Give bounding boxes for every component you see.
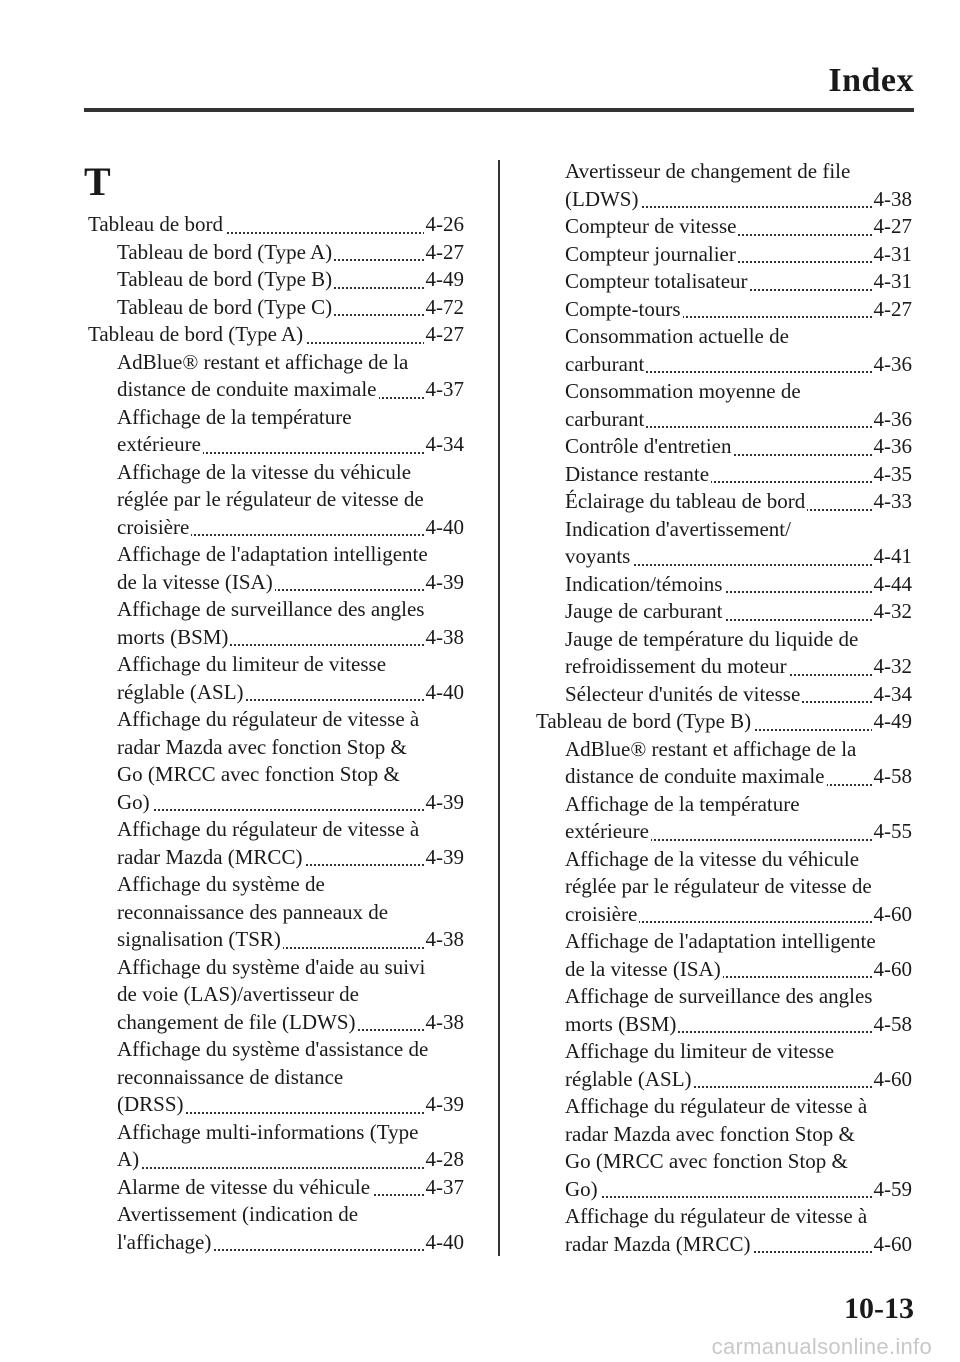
entry-page-ref: 4-31	[872, 241, 913, 269]
entry-text: croisière	[565, 901, 638, 926]
entry-page-ref: 4-40	[424, 679, 465, 707]
entry-page-ref: 4-49	[424, 266, 465, 294]
index-subentry	[536, 378, 912, 406]
entry-page-ref: 4-39	[424, 1091, 465, 1119]
index-subentry	[536, 571, 912, 599]
index-column-right	[536, 158, 912, 1258]
entry-text: Compteur journalier	[565, 241, 736, 266]
watermark: carmanualsonline.info	[711, 1334, 932, 1359]
index-subentry	[536, 681, 912, 709]
index-subentry	[536, 901, 912, 929]
entry-page-ref: 4-35	[872, 461, 913, 489]
index-subentry	[88, 596, 464, 624]
index-subentry	[536, 598, 912, 626]
index-subentry	[88, 376, 464, 404]
entry-text: Affichage de la température	[565, 791, 800, 816]
entry-text: Affichage de la vitesse du véhicule	[565, 846, 860, 871]
entry-page-ref: 4-38	[872, 186, 913, 214]
entry-page-ref: 4-37	[424, 376, 465, 404]
header-rule	[84, 108, 914, 112]
index-subentry	[536, 763, 912, 791]
entry-page-ref: 4-40	[424, 1229, 465, 1257]
index-subentry	[536, 323, 912, 351]
index-subentry	[536, 983, 912, 1011]
entry-text: morts (BSM)	[565, 1011, 677, 1036]
entry-text: A)	[117, 1147, 140, 1171]
entry-text: refroidissement du moteur	[565, 654, 787, 678]
entry-page-ref: 4-36	[872, 433, 913, 461]
entry-text: croisière	[117, 514, 190, 539]
index-subentry	[536, 1066, 912, 1094]
index-subentry	[536, 433, 912, 461]
entry-text: radar Mazda (MRCC)	[565, 1231, 751, 1256]
index-subentry	[88, 1009, 464, 1037]
column-divider	[498, 160, 500, 1256]
entry-text: distance de conduite maximale	[117, 377, 377, 401]
entry-page-ref: 4-39	[424, 789, 465, 817]
index-subentry	[536, 1203, 912, 1231]
index-subentry	[536, 846, 912, 874]
entry-page-ref: 4-26	[424, 211, 465, 239]
entry-page-ref: 4-27	[872, 213, 913, 241]
index-subentry	[536, 1121, 912, 1149]
entry-text: Go (MRCC avec fonction Stop &	[565, 1149, 848, 1173]
entry-text: radar Mazda avec fonction Stop &	[117, 734, 407, 759]
entry-page-ref: 4-31	[872, 268, 913, 296]
entry-text: Affichage du système d'aide au suivi	[117, 954, 426, 979]
index-subentry	[88, 734, 464, 762]
entry-page-ref: 4-59	[872, 1176, 913, 1204]
index-subentry	[536, 461, 912, 489]
entry-text: (DRSS)	[117, 1092, 184, 1116]
index-subentry	[536, 1038, 912, 1066]
leader-dots	[565, 1196, 912, 1198]
entry-text: réglable (ASL)	[117, 679, 244, 704]
section-letter: T	[84, 159, 111, 204]
leader-dots	[117, 809, 464, 811]
entry-text: Consommation moyenne de	[565, 379, 801, 403]
entry-page-ref: 4-38	[424, 624, 465, 652]
entry-text: Go)	[117, 789, 150, 814]
index-subentry	[88, 239, 464, 267]
entry-text: Tableau de bord (Type A)	[88, 322, 304, 346]
index-subentry	[536, 818, 912, 846]
entry-text: Compte-tours	[565, 296, 681, 321]
entry-page-ref: 4-27	[424, 321, 465, 349]
index-subentry	[536, 653, 912, 681]
entry-text: extérieure	[565, 819, 649, 843]
entry-page-ref: 4-58	[872, 1011, 913, 1039]
index-subentry	[536, 543, 912, 571]
entry-text: (LDWS)	[565, 186, 639, 211]
entry-text: AdBlue® restant et affichage de la	[565, 736, 857, 761]
index-subentry	[536, 1148, 912, 1176]
index-subentry	[536, 488, 912, 516]
entry-text: Affichage de surveillance des angles	[565, 984, 873, 1008]
entry-text: Tableau de bord (Type C)	[117, 294, 333, 319]
entry-text: radar Mazda avec fonction Stop &	[565, 1121, 855, 1146]
entry-text: Affichage de l'adaptation intelligente	[117, 542, 428, 566]
entry-page-ref: 4-55	[872, 818, 913, 846]
index-entry	[88, 211, 464, 239]
index-subentry	[536, 296, 912, 324]
index-subentry	[88, 679, 464, 707]
index-subentry	[536, 956, 912, 984]
entry-page-ref: 4-27	[872, 296, 913, 324]
index-subentry	[536, 158, 912, 186]
index-subentry	[88, 266, 464, 294]
entry-text: Affichage du limiteur de vitesse	[117, 652, 387, 676]
entry-page-ref: 4-60	[872, 901, 913, 929]
index-subentry	[536, 791, 912, 819]
index-subentry	[88, 514, 464, 542]
index-entry	[536, 708, 912, 736]
entry-text: morts (BSM)	[117, 624, 229, 649]
index-subentry	[88, 624, 464, 652]
index-subentry	[536, 928, 912, 956]
entry-text: réglable (ASL)	[565, 1066, 692, 1091]
page-header-title: Index	[828, 62, 914, 99]
index-subentry	[88, 926, 464, 954]
entry-text: Affichage de surveillance des angles	[117, 597, 425, 621]
entry-text: Affichage multi-informations (Type	[117, 1119, 419, 1144]
index-subentry	[88, 706, 464, 734]
entry-text: Avertissement (indication de	[117, 1202, 359, 1226]
index-subentry	[88, 294, 464, 322]
entry-page-ref: 4-32	[872, 653, 913, 681]
entry-page-ref: 4-58	[872, 763, 913, 791]
index-subentry	[536, 1093, 912, 1121]
entry-page-ref: 4-60	[872, 1066, 913, 1094]
entry-page-ref: 4-27	[424, 239, 465, 267]
index-subentry	[536, 1176, 912, 1204]
index-subentry	[536, 351, 912, 379]
entry-text: Affichage de la température	[117, 404, 352, 429]
entry-text: Consommation actuelle de	[565, 324, 789, 348]
entry-text: Alarme de vitesse du véhicule	[117, 1174, 371, 1199]
entry-text: Avertisseur de changement de file	[565, 159, 851, 183]
entry-text: carburant	[565, 351, 645, 376]
entry-page-ref: 4-36	[872, 406, 913, 434]
entry-text: Tableau de bord (Type B)	[536, 709, 752, 733]
entry-text: Go)	[565, 1176, 598, 1201]
entry-page-ref: 4-34	[872, 681, 913, 709]
entry-page-ref: 4-72	[424, 294, 465, 322]
index-subentry	[88, 541, 464, 569]
entry-text: distance de conduite maximale	[565, 764, 825, 788]
entry-text: réglée par le régulateur de vitesse de	[117, 487, 424, 511]
index-subentry	[88, 816, 464, 844]
entry-text: AdBlue® restant et affichage de la	[117, 349, 409, 374]
entry-text: l'affichage)	[117, 1229, 212, 1254]
entry-text: Compteur totalisateur	[565, 269, 748, 293]
entry-text: Jauge de carburant	[565, 599, 723, 623]
entry-text: Indication/témoins	[565, 571, 723, 596]
index-subentry	[88, 1091, 464, 1119]
entry-text: Compteur de vitesse	[565, 214, 737, 238]
entry-text: Tableau de bord (Type B)	[117, 267, 333, 291]
leader-dots	[117, 1167, 464, 1169]
entry-text: Affichage du régulateur de vitesse à	[117, 817, 420, 841]
index-subentry	[88, 651, 464, 679]
index-subentry	[536, 873, 912, 901]
entry-text: Affichage du système de	[117, 872, 325, 896]
index-subentry	[88, 1036, 464, 1064]
entry-text: Tableau de bord (Type A)	[117, 239, 333, 264]
index-subentry	[536, 406, 912, 434]
entry-text: Affichage du régulateur de vitesse à	[565, 1204, 868, 1228]
page-number: 10-13	[844, 1292, 914, 1325]
index-subentry	[88, 954, 464, 982]
entry-page-ref: 4-38	[424, 926, 465, 954]
entry-page-ref: 4-37	[424, 1174, 465, 1202]
index-subentry	[88, 1146, 464, 1174]
index-subentry	[88, 871, 464, 899]
index-subentry	[88, 1201, 464, 1229]
entry-text: Indication d'avertissement/	[565, 516, 791, 541]
entry-page-ref: 4-60	[872, 1231, 913, 1259]
index-subentry	[88, 1119, 464, 1147]
index-subentry	[536, 1011, 912, 1039]
index-subentry	[88, 761, 464, 789]
index-subentry	[88, 899, 464, 927]
index-subentry	[536, 213, 912, 241]
entry-page-ref: 4-39	[424, 844, 465, 872]
index-entry	[88, 321, 464, 349]
entry-text: Jauge de température du liquide de	[565, 626, 859, 651]
index-subentry	[88, 1174, 464, 1202]
entry-text: Affichage du limiteur de vitesse	[565, 1039, 835, 1063]
entry-text: Affichage de l'adaptation intelligente	[565, 929, 876, 953]
entry-page-ref: 4-32	[872, 598, 913, 626]
entry-text: de la vitesse (ISA)	[565, 956, 721, 981]
entry-text: Contrôle d'entretien	[565, 434, 732, 458]
entry-text: carburant	[565, 406, 645, 431]
entry-page-ref: 4-36	[872, 351, 913, 379]
entry-text: Affichage de la vitesse du véhicule	[117, 459, 412, 484]
index-subentry	[88, 981, 464, 1009]
entry-page-ref: 4-28	[424, 1146, 465, 1174]
entry-page-ref: 4-41	[872, 543, 913, 571]
entry-text: de voie (LAS)/avertisseur de	[117, 982, 360, 1006]
index-subentry	[88, 486, 464, 514]
index-subentry	[536, 1231, 912, 1259]
index-subentry	[88, 431, 464, 459]
entry-page-ref: 4-49	[872, 708, 913, 736]
index-subentry	[88, 1064, 464, 1092]
entry-page-ref: 4-38	[424, 1009, 465, 1037]
entry-text: réglée par le régulateur de vitesse de	[565, 874, 872, 898]
entry-text: extérieure	[117, 432, 201, 456]
entry-text: de la vitesse (ISA)	[117, 569, 273, 594]
index-subentry	[88, 404, 464, 432]
entry-text: Affichage du régulateur de vitesse à	[117, 707, 420, 731]
index-subentry	[88, 459, 464, 487]
index-subentry	[536, 516, 912, 544]
entry-text: signalisation (TSR)	[117, 927, 281, 951]
entry-text: Go (MRCC avec fonction Stop &	[117, 762, 400, 786]
index-subentry	[88, 569, 464, 597]
index-column-left	[88, 211, 464, 1256]
entry-page-ref: 4-39	[424, 569, 465, 597]
entry-page-ref: 4-40	[424, 514, 465, 542]
index-subentry	[536, 736, 912, 764]
entry-text: changement de file (LDWS)	[117, 1009, 356, 1034]
entry-page-ref: 4-33	[872, 488, 913, 516]
entry-text: Affichage du système d'assistance de	[117, 1037, 429, 1061]
entry-text: radar Mazda (MRCC)	[117, 844, 303, 869]
index-subentry	[536, 626, 912, 654]
index-subentry	[88, 1229, 464, 1257]
index-subentry	[88, 789, 464, 817]
index-subentry	[536, 186, 912, 214]
entry-text: Distance restante	[565, 461, 710, 486]
entry-page-ref: 4-34	[424, 431, 465, 459]
index-subentry	[88, 844, 464, 872]
entry-text: reconnaissance des panneaux de	[117, 899, 389, 924]
index-subentry	[536, 241, 912, 269]
entry-text: Sélecteur d'unités de vitesse	[565, 681, 801, 706]
entry-text: Tableau de bord	[88, 212, 223, 236]
entry-page-ref: 4-44	[872, 571, 913, 599]
entry-page-ref: 4-60	[872, 956, 913, 984]
entry-text: voyants	[565, 544, 631, 568]
entry-text: reconnaissance de distance	[117, 1064, 344, 1089]
entry-text: Affichage du régulateur de vitesse à	[565, 1094, 868, 1118]
index-subentry	[536, 268, 912, 296]
entry-text: Éclairage du tableau de bord	[565, 489, 806, 513]
index-subentry	[88, 349, 464, 377]
